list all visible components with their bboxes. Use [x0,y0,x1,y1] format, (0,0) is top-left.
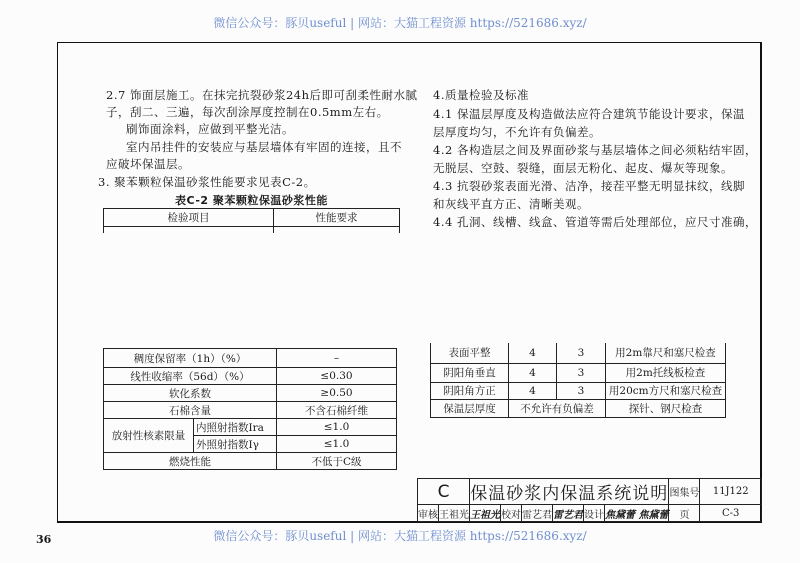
left-paragraph: 刷饰面涂料，应做到平整光洁。 [126,122,294,136]
designer-name-and-signature [605,505,669,522]
row-requirement: 不含石棉纤维 [277,402,397,419]
check-label: 校对 [501,505,522,522]
row-requirement: ≤1.0 [277,419,397,436]
right-paragraph: 4.4 孔洞、线槽、线盒、管道等需后处理部位，应尺寸准确， [433,215,757,229]
row-item: 外照射指数Iγ [194,436,277,453]
right-paragraph: 4.2 各构造层之间及界面砂浆与基层墙体之间必须粘结牢固， [433,143,757,157]
row-value: 4 [509,382,557,399]
row-item: 石棉含量 [104,402,277,419]
page-number: 36 [36,533,52,546]
atlas-label: 图集号 [669,479,700,505]
header-requirement: 性能要求 [274,209,400,227]
row-value: 4 [509,343,557,363]
designer-signature: 焦黛蕾 [638,509,669,521]
radiation-label: 放射性核素限量 [104,419,194,453]
row-requirement: ≤0.30 [277,368,397,385]
reviewer-signature: 王祖光 [470,505,501,522]
row-value: 4 [509,363,557,382]
row-requirement: – [277,349,397,368]
section-letter: C [418,479,470,505]
row-method: 探针、钢尺检查 [606,399,726,417]
row-item: 保温层厚度 [431,399,509,417]
row-item: 线性收缩率（56d）（%） [104,368,277,385]
row-item: 阴阳角垂直 [431,363,509,382]
row-requirement: ≥0.50 [277,385,397,402]
right-paragraph: 4.1 保温层厚度及构造做法应符合建筑节能设计要求，保温 [433,107,745,121]
row-requirement: ≤1.0 [277,436,397,453]
watermark-top: 微信公众号：豚贝useful | 网站：大猫工程资源 https://521686.xyz/ [213,16,587,30]
checker-name: 雷艺君 [522,505,553,522]
right-paragraph: 层厚度均匀，不允许有负偏差。 [433,125,601,139]
row-value: 3 [557,382,606,399]
row-method: 用2m托线板检查 [606,363,726,382]
title-block [417,478,762,522]
left-paragraph: 室内吊挂件的安装应与基层墙体有牢固的连接，且不 [126,140,402,154]
atlas-number: 11J122 [700,479,762,505]
row-method: 用2m靠尺和塞尺检查 [606,343,726,363]
designer-name: 焦黛蕾 [605,509,635,521]
row-item: 软化系数 [104,385,277,402]
row-requirement: 不低于C级 [277,453,397,470]
page-code: C-3 [700,505,762,522]
tolerance-table [430,343,726,418]
left-paragraph: 3. 聚苯颗粒保温砂浆性能要求见表C-2。 [98,175,316,189]
right-paragraph: 无脱层、空鼓、裂缝，面层无粉化、起皮、爆灰等现象。 [433,161,733,175]
drawing-title: 保温砂浆内保温系统说明 [470,479,669,505]
left-paragraph: 应破坏保温层。 [106,157,190,171]
watermark-bottom: 微信公众号：豚贝useful | 网站：大猫工程资源 https://521686.xyz/ [213,529,587,543]
right-paragraph: 4.质量检验及标准 [433,88,529,102]
page-label: 页 [669,505,700,522]
row-item: 表面平整 [431,343,509,363]
reviewer-name: 王祖光 [439,505,470,522]
right-paragraph: 4.3 抗裂砂浆表面光滑、洁净，接茬平整无明显抹纹，线脚 [433,179,745,193]
row-item: 内照射指数Ira [194,419,277,436]
row-item: 燃烧性能 [104,453,277,470]
header-item: 检验项目 [104,209,274,227]
design-label: 设计 [584,505,605,522]
row-item: 稠度保留率（1h）（%） [104,349,277,368]
right-paragraph: 和灰线平直方正、清晰美观。 [433,197,589,211]
review-label: 审核 [418,505,439,522]
row-value: 3 [557,363,606,382]
checker-signature: 雷艺君 [553,505,584,522]
table-title: 表C-2 聚苯颗粒保温砂浆性能 [175,194,328,207]
row-value: 3 [557,343,606,363]
row-method: 用20cm方尺和塞尺检查 [606,382,726,399]
table-c2-header [103,208,400,233]
table-c2-body [103,348,397,470]
left-paragraph: 2.7 饰面层施工。在抹完抗裂砂浆24h后即可刮柔性耐水腻 [106,88,418,102]
row-requirement: 不允许有负偏差 [509,399,606,417]
left-paragraph: 子，刮二、三遍，每次刮涂厚度控制在0.5mm左右。 [106,105,389,119]
row-item: 阴阳角方正 [431,382,509,399]
